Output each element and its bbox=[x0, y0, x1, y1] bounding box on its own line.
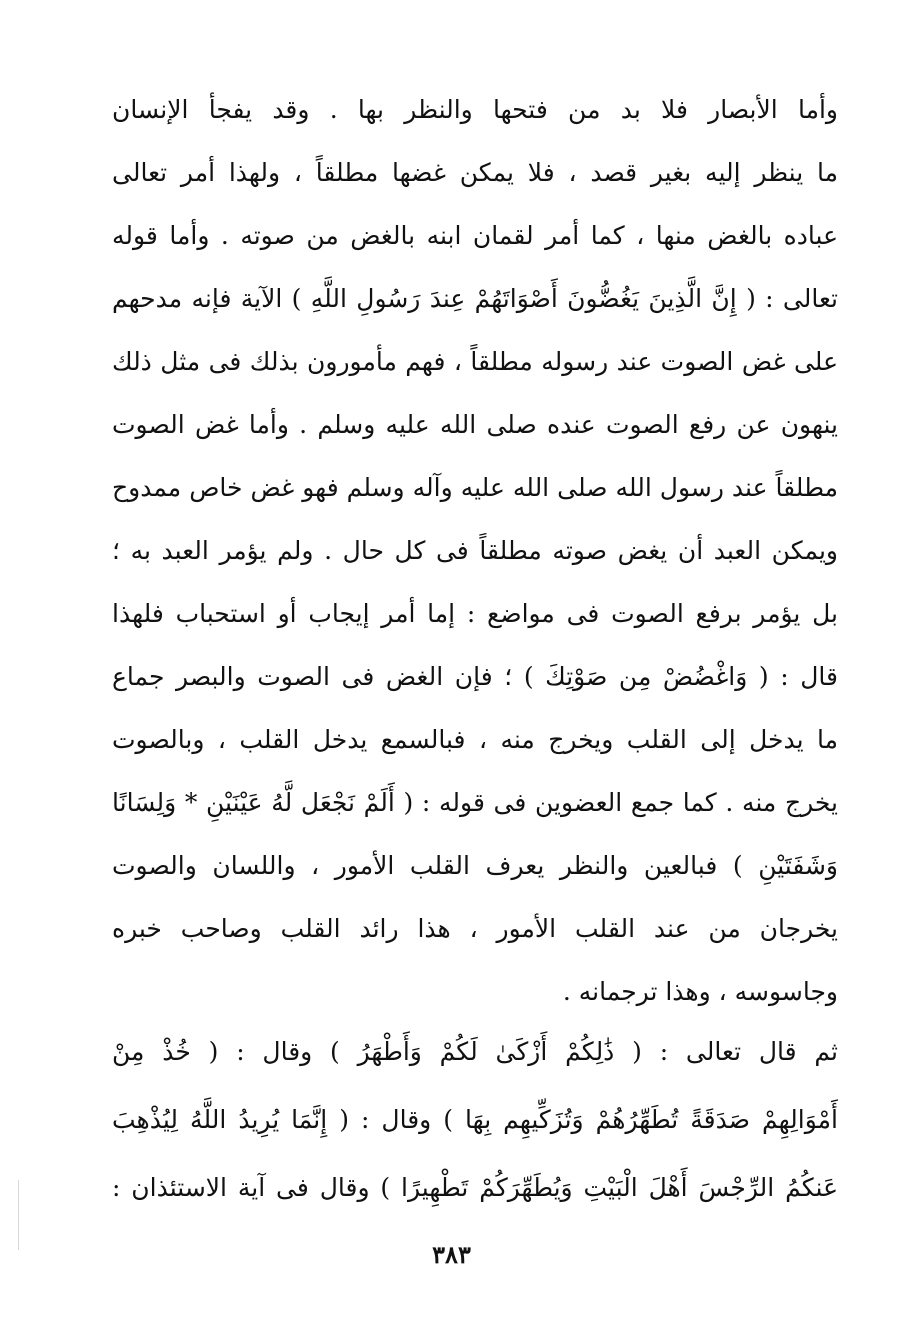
text-line: بل يؤمر برفع الصوت فى مواضع : إما أمر إيجاب أو استحباب فلهذا bbox=[112, 599, 838, 628]
text-line: على غض الصوت عند رسوله مطلقاً ، فهم مأمورون بذلك فى مثل ذلك bbox=[112, 347, 838, 376]
page-number: ٣٨٣ bbox=[432, 1240, 471, 1269]
text-line-with-quran-verse: قال : ( وَاغْضُضْ مِن صَوْتِكَ ) ؛ فإن الغض فى الصوت والبصر جماع bbox=[112, 662, 838, 691]
text-line: وجاسوسه ، وهذا ترجمانه . bbox=[562, 977, 838, 1006]
text-line-with-quran-verse: ثم قال تعالى : ( ذَٰلِكُمْ أَزْكَىٰ لَكُمْ وَأَطْهَرُ ) وقال : ( خُذْ مِنْ bbox=[112, 1037, 838, 1066]
text-line-with-quran-verse: يخرج منه . كما جمع العضوين فى قوله : ( أَلَمْ نَجْعَل لَّهُ عَيْنَيْنِ * وَلِسَانًا bbox=[112, 788, 838, 817]
text-line-with-quran-verse: تعالى : ( إِنَّ الَّذِينَ يَغُضُّونَ أَصْوَاتَهُمْ عِندَ رَسُولِ اللَّهِ ) الآية فإنه مدحهم bbox=[112, 284, 838, 313]
paragraph-main bbox=[112, 78, 838, 1023]
text-line: ما يدخل إلى القلب ويخرج منه ، فبالسمع يدخل القلب ، وبالصوت bbox=[112, 725, 838, 754]
text-line: ما ينظر إليه بغير قصد ، فلا يمكن غضها مطلقاً ، ولهذا أمر تعالى bbox=[112, 158, 838, 187]
text-line: ويمكن العبد أن يغض صوته مطلقاً فى كل حال . ولم يؤمر العبد به ؛ bbox=[112, 536, 838, 565]
text-line: ينهون عن رفع الصوت عنده صلى الله عليه وسلم . وأما غض الصوت bbox=[112, 410, 838, 439]
text-line-with-quran-verse: وَشَفَتَيْنِ ) فبالعين والنظر يعرف القلب الأمور ، واللسان والصوت bbox=[112, 851, 838, 880]
text-line-with-quran-verse: عَنكُمُ الرِّجْسَ أَهْلَ الْبَيْتِ وَيُطَهِّرَكُمْ تَطْهِيرًا ) وقال فى آية الاستئذان : bbox=[112, 1173, 838, 1202]
text-line: وأما الأبصار فلا بد من فتحها والنظر بها . وقد يفجأ الإنسان bbox=[112, 95, 838, 124]
text-line: يخرجان من عند القلب الأمور ، هذا رائد القلب وصاحب خبره bbox=[112, 914, 838, 943]
paragraph-verses bbox=[112, 1018, 838, 1222]
text-line-with-quran-verse: أَمْوَالِهِمْ صَدَقَةً تُطَهِّرُهُمْ وَتُزَكِّيهِم بِهَا ) وقال : ( إِنَّمَا يُرِيدُ اللَّهُ لِيُذْهِبَ bbox=[112, 1105, 838, 1134]
text-line: عباده بالغض منها ، كما أمر لقمان ابنه بالغض من صوته . وأما قوله bbox=[112, 221, 838, 250]
text-line: مطلقاً عند رسول الله صلى الله عليه وآله وسلم فهو غض خاص ممدوح bbox=[112, 473, 838, 502]
